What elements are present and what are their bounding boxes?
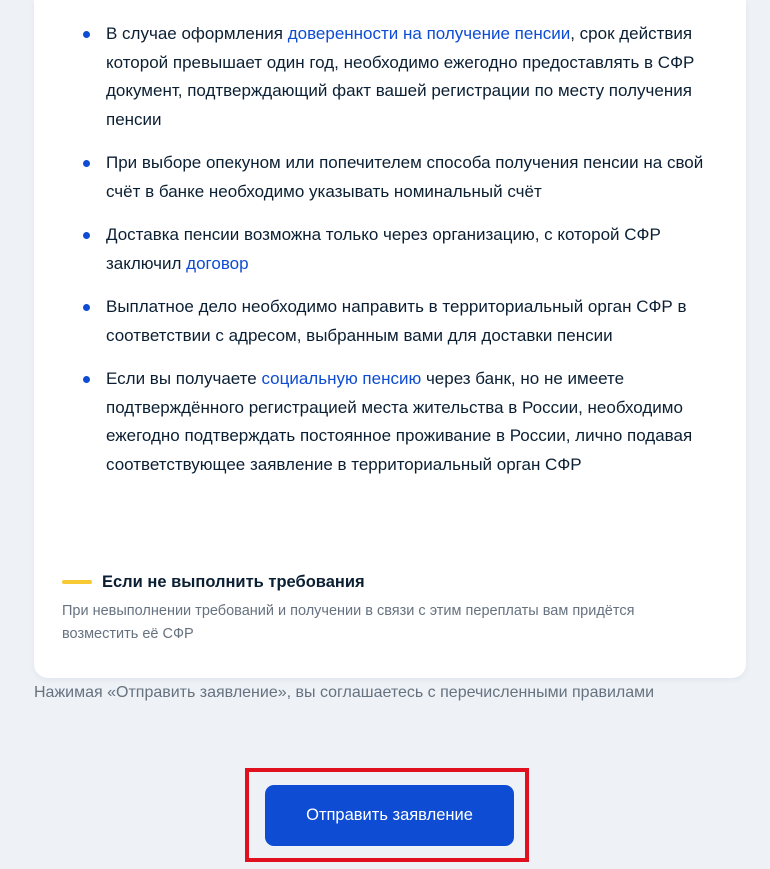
contract-link[interactable]: договор — [186, 253, 249, 273]
requirements-card — [34, 0, 746, 678]
proxy-link[interactable]: доверенности на получение пенсии — [287, 24, 571, 43]
rule-item-delivery — [34, 221, 746, 278]
warning-block — [62, 568, 722, 646]
bullet-icon — [83, 160, 90, 167]
bullet-icon — [83, 31, 90, 38]
warning-header — [62, 568, 722, 596]
requirements-list — [34, 20, 746, 494]
warning-line-icon — [62, 580, 92, 584]
bullet-icon — [83, 376, 90, 383]
rule-item-payment-file — [34, 293, 746, 350]
warning-title: Если не выполнить требования — [102, 572, 365, 591]
rule-text: , срок действия которой превышает один год, необходимо ежегодно предоставлять в СФР документ, подтверждающий факт вашей регистрации по месту получения пенсии — [106, 24, 695, 129]
rule-text: Если вы получаете — [106, 369, 262, 388]
rule-text: При выборе опекуном или попечителем способа получения пенсии на свой счёт в банке необходимо указывать номинальный счёт — [106, 153, 704, 201]
rule-text: В случае оформления — [106, 24, 288, 43]
rule-text: Доставка пенсии возможна только через организацию, с которой СФР заключил — [106, 225, 661, 273]
bullet-icon — [83, 304, 90, 311]
agreement-text: Нажимая «Отправить заявление», вы соглашаетесь с перечисленными правилами — [34, 684, 655, 701]
rule-text: Выплатное дело необходимо направить в территориальный орган СФР в соответствии с адресом, выбранным вами для доставки пенсии — [106, 297, 687, 345]
rule-text: через банк, но не имеете подтверждённого регистрацией места жительства в России, необходимо ежегодно подтверждать постоянное проживание в России, лично подавая соответствующее заявление в территориальный орган СФР — [106, 369, 693, 474]
social-pension-link[interactable]: социальную пенсию — [261, 369, 422, 388]
warning-text: При невыполнении требований и получении в связи с этим переплаты вам придётся возместить её СФР — [62, 603, 635, 642]
rule-item-social-pension — [34, 365, 746, 479]
rule-item-nominal-account — [34, 149, 746, 206]
submit-application-button[interactable]: Отправить заявление — [265, 785, 514, 846]
rule-item-proxy — [34, 20, 746, 134]
bullet-icon — [83, 232, 90, 239]
